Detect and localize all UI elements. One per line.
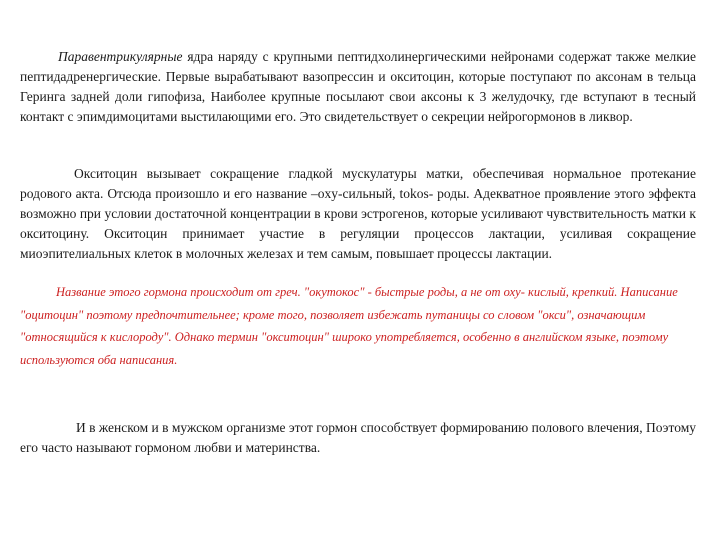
paragraph-text: Окситоцин вызывает сокращение гладкой мускулатуры матки, обеспечивая нормальное протекание родового акта. Отсюда произошло и его название –oxy-сильный, tokos- роды. Адекватное проявление этого эффекта возможно при условии достаточной концентрации в крови эстрогенов, которые усиливают чувствительность матки к окситоцину. Окситоцин принимает участие в регуляции процессов лактации, усиливая сокращение миоэпителиальных клеток в молочных железах и тем самым, повышает процессы лактации. (20, 166, 696, 261)
etymology-note (20, 281, 680, 371)
paragraph-paraventricular (20, 47, 696, 127)
note-text: Название этого гормона происходит от греч. "окутокос" - быстрые роды, а не от оху- кислый, крепкий. Написание "оцитоцин" поэтому предпочтительнее; кроме того, позволяет избежать путаницы со словом "окси", означающим "относящийся к кислороду". Однако термин "окситоцин" широко употребляется, особенно в английском языке, поэтому используются оба написания. (20, 285, 678, 367)
term-paraventricular: Паравентрикулярные (58, 49, 183, 64)
paragraph-love-hormone (20, 418, 696, 458)
paragraph-text: ядра наряду с крупными пептидхолинергическими нейронами содержат также мелкие пептидадренергические. Первые вырабатывают вазопрессин и окситоцин, которые поступают по аксонам в тельца Геринга задней доли гипофиза, Наиболее крупные посылают свои аксоны к 3 желудочку, где вступают в тесный контакт с эпимдимоцитами выстилающими его. Это свидетельствует о секреции нейрогормонов в ликвор. (20, 49, 696, 124)
paragraph-text: И в женском и в мужском организме этот гормон способствует формированию полового влечения, Поэтому его часто называют гормоном любви и материнства. (20, 420, 696, 455)
paragraph-oxytocin (20, 164, 696, 264)
